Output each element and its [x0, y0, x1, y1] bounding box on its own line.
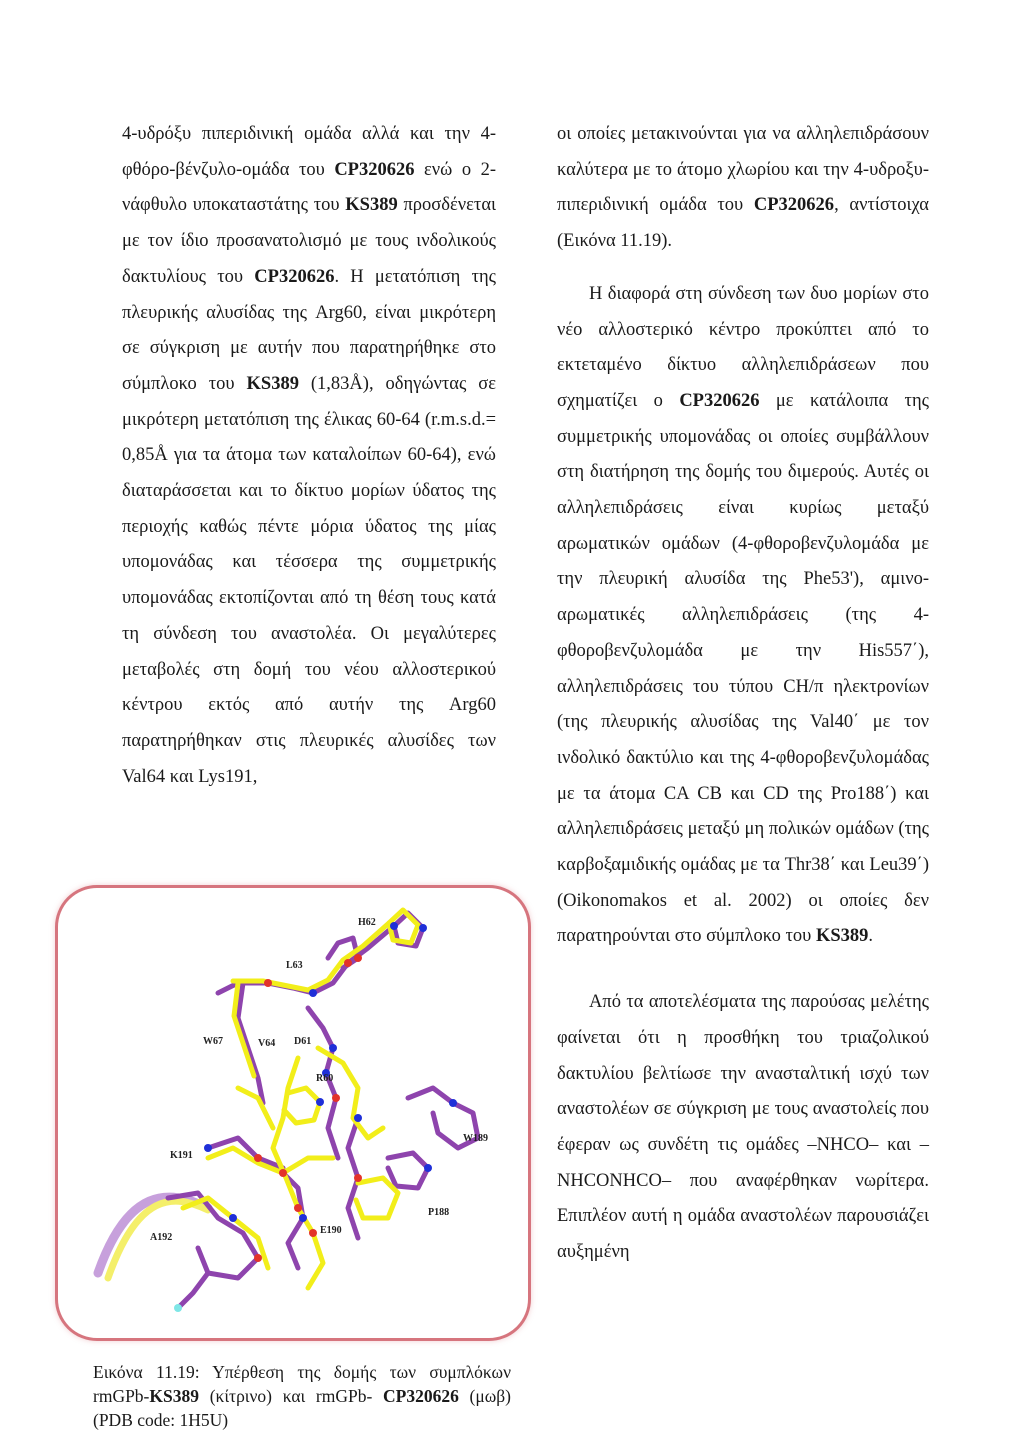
label-w67: W67: [203, 1036, 223, 1047]
label-e190: E190: [320, 1225, 342, 1236]
label-h62: H62: [358, 917, 376, 928]
purple-stick-model: [168, 913, 478, 1308]
right-text-column: [557, 117, 929, 1271]
right-paragraph-2: Η διαφορά στη σύνδεση των δυο μορίων στο νέο αλλοστερικό κέντρο προκύπτει από το εκτεταμένο δίκτυο αλληλεπιδράσεων που σχηματίζει ο CP320626 με κατάλοιπα της συμμετρικής υπομονάδας οι οποίες συμβάλλουν στη διατήρηση της δομής του διμερούς. Αυτές οι αλληλεπιδράσεις είναι κυρίως μεταξύ αρωματικών ομάδων (4-φθοροβενζυλομάδα με την πλευρική αλυσίδα της Phe53'), αμινο-αρωματικές αλληλεπιδράσεις (της 4-φθοροβενζυλομάδα με την His557΄), αλληλεπιδράσεις του τύπου CH/π ηλεκτρονίων (της πλευρικής αλυσίδας της Val40΄ με τον ινδολικό δακτύλιο και της 4-φθοροβενζυλομάδας με τα άτομα CA CB και CD της Pro188΄) και αλληλεπιδράσεις μεταξύ μη πολικών ομάδων (της καρβοξαμιδικής ομάδας με τα Thr38΄ και Leu39΄) (Oikonomakos et al. 2002) οι οποίες δεν παρατηρούνται στο σύμπλοκο του KS389.: [557, 283, 929, 947]
molecular-structure-figure: [55, 885, 531, 1341]
label-p188: P188: [428, 1207, 450, 1218]
label-r60: R60: [316, 1073, 334, 1084]
figure-caption: Εικόνα 11.19: Υπέρθεση της δομής των συμπλόκων rmGPb-KS389 (κίτρινο) και rmGPb- CP320626 (μωβ) (PDB code: 1H5U): [93, 1362, 511, 1430]
label-k191: K191: [170, 1150, 193, 1161]
label-w189: W189: [463, 1133, 488, 1144]
right-paragraph-3: Από τα αποτελέσματα της παρούσας μελέτης φαίνεται ότι η προσθήκη του τριαζολικού δακτυλίου βελτίωσε την ανασταλτική ισχύ των αναστολέων σε σύγκριση με τους αναστολείς που έφεραν ως συνδέτη τις ομάδες –NHCO– και –NHCONHCO– που αναφέρθηκαν νωρίτερα. Επιπλέον αυτή η ομάδα αναστολέων παρουσιάζει αυξημένη: [557, 992, 929, 1263]
label-l63: L63: [286, 960, 303, 971]
structure-illustration: [58, 888, 528, 1338]
label-v64: V64: [258, 1038, 276, 1049]
left-text-column: [122, 117, 496, 795]
label-a192: A192: [150, 1232, 173, 1243]
left-paragraph: 4-υδρόξυ πιπεριδινική ομάδα αλλά και την 4-φθόρο-βένζυλο-ομάδα του CP320626 ενώ ο 2-νάφθυλο υποκαταστάτης του KS389 προσδένεται με τον ίδιο προσανατολισμό με τους ινδολικούς δακτυλίους του CP320626. Η μετατόπιση της πλευρικής αλυσίδας της Arg60, είναι μικρότερη σε σύγκριση με αυτήν που παρατηρήθηκε στο σύμπλοκο του KS389 (1,83Å), οδηγώντας σε μικρότερη μετατόπιση της έλικας 60-64 (r.m.s.d.= 0,85Å για τα άτομα των καταλοίπων 60-64), ενώ διαταράσσεται και το δίκτυο μορίων ύδατος της περιοχής καθώς πέντε μόρια ύδατος της μίας υπομονάδας και τέσσερα της συμμετρικής υπομονάδας εκτοπίζονται από τη θέση τους κατά τη σύνδεση του αναστολέα. Οι μεγαλύτερες μεταβολές στη δομή του νέου αλλοστερικού κέντρου εκτός από αυτήν της Arg60 παρατηρήθηκαν στις πλευρικές αλυσίδες των Val64 και Lys191,: [122, 124, 497, 787]
right-paragraph-1: οι οποίες μετακινούνται για να αλληλεπιδράσουν καλύτερα με το άτομο χλωρίου και την 4-υδροξυ-πιπεριδινική ομάδα του CP320626, αντίστοιχα (Εικόνα 11.19).: [557, 124, 929, 252]
label-d61: D61: [294, 1036, 312, 1047]
